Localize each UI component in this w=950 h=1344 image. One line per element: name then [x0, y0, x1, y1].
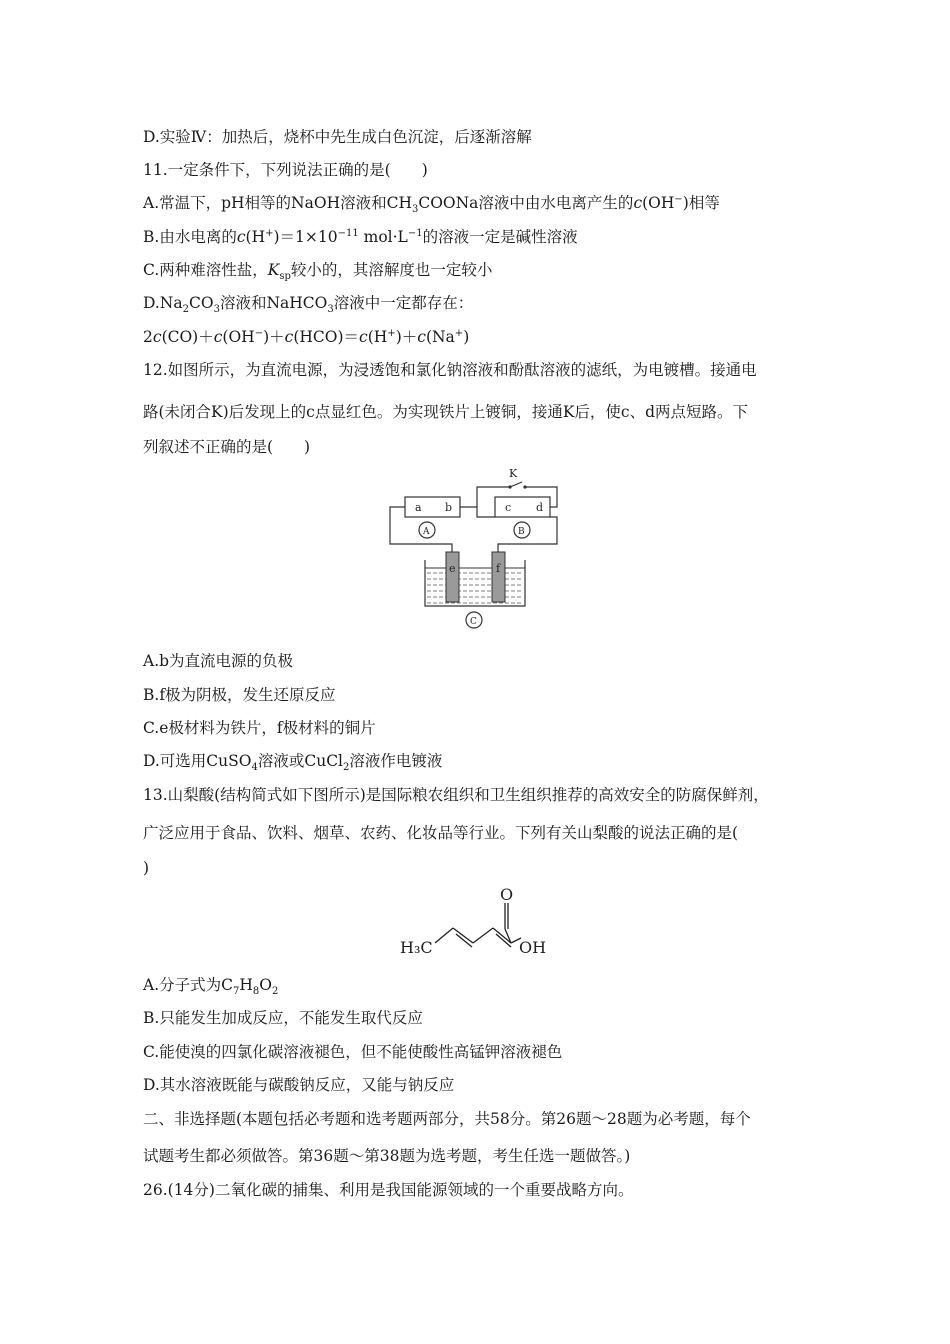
- sorbic-acid-structure: [395, 883, 565, 963]
- q13-stem-line1: 13.山梨酸(结构简式如下图所示)是国际粮农组织和卫生组织推荐的高效安全的防腐保鲜剂，: [143, 786, 769, 804]
- q12-stem-line3: 列叙述不正确的是( ): [143, 438, 311, 456]
- q13-stem-line3: ): [143, 859, 150, 877]
- q12-option-b: B.f极为阴极，发生还原反应: [143, 686, 336, 704]
- section2-line2: 试题考生都必须做答。第36题～第38题为选考题，考生任选一题做答。): [143, 1147, 631, 1165]
- q13-option-b: B.只能发生加成反应，不能发生取代反应: [143, 1009, 423, 1027]
- q12-stem-line2: 路(未闭合K)后发现上的c点显红色。为实现铁片上镀铜，接通K后，使c、d两点短路。下: [143, 403, 749, 421]
- label-o: O: [500, 885, 514, 904]
- q11-option-d: $D.Na_2CO_3$溶液和NaHCO$_3$溶液中一定都存在：: [143, 294, 474, 316]
- wire-middle: [460, 507, 495, 517]
- label-circle-b: B: [518, 527, 525, 537]
- label-e: e: [449, 562, 456, 575]
- electrode-e: [446, 552, 459, 602]
- label-h3c: H₃C: [400, 938, 433, 957]
- label-f: f: [496, 562, 501, 575]
- label-b: b: [445, 501, 453, 514]
- label-k: K: [509, 467, 518, 480]
- q13-option-c: C.能使溴的四氯化碳溶液褪色，但不能使酸性高锰钾溶液褪色: [143, 1043, 563, 1061]
- q12-stem-line1: 12.如图所示，为直流电源，为浸透饱和氯化钠溶液和酚酞溶液的滤纸，为电镀槽。接通电: [143, 361, 757, 379]
- q12-option-d: D.可选用CuSO$_4$溶液或CuCl$_2$溶液作电镀液: [143, 752, 443, 774]
- q11-option-b: B.由水电离的$c(H^+)=1\times 10^{-11}$ $mol\cdot L^{-1}$的溶液一定是碱性溶液: [143, 227, 578, 246]
- q11-option-a: A.常温下，pH相等的NaOH溶液和$CH_3COONa$溶液中由水电离产生的c(OH−)相等: [143, 193, 720, 216]
- q13-option-d: D.其水溶液既能与碳酸钠反应，又能与钠反应: [143, 1076, 455, 1094]
- label-circle-c: C: [470, 617, 477, 627]
- q11-stem: 11.一定条件下，下列说法正确的是( ): [143, 161, 428, 179]
- q10-option-d: D.实验Ⅳ：加热后，烧杯中先生成白色沉淀，后逐渐溶解: [143, 128, 532, 146]
- label-a: a: [415, 501, 422, 514]
- label-oh: OH: [519, 938, 547, 957]
- electrode-f: [492, 552, 505, 602]
- label-circle-a: A: [423, 527, 430, 537]
- label-c: c: [505, 501, 512, 514]
- q26-stem: 26.(14分)二氧化碳的捕集、利用是我国能源领域的一个重要战略方向。: [143, 1181, 634, 1199]
- q12-circuit-figure: [385, 460, 570, 632]
- section2-line1: 二、非选择题(本题包括必考题和选考题两部分，共58分。第26题～28题为必考题，每个: [143, 1110, 751, 1128]
- q11-option-c: C.两种难溶性盐，$K_{sp}$较小的，其溶解度也一定较小: [143, 261, 493, 283]
- switch-k: [510, 482, 522, 487]
- q12-option-c: C.e极材料为铁片，f极材料的铜片: [143, 719, 376, 737]
- q13-stem-line2: 广泛应用于食品、饮料、烟草、农药、化妆品等行业。下列有关山梨酸的说法正确的是(: [143, 824, 739, 842]
- electrolyte-liquid: [427, 573, 523, 603]
- label-d: d: [536, 501, 544, 514]
- q12-option-a: A.b为直流电源的负极: [143, 652, 294, 670]
- q11-equation: 2c(CO)＋c(OH−)＋c(HCO)＝c(H+)＋c(Na+): [143, 327, 470, 346]
- q13-option-a: A.分子式为$C_7H_8O_2$: [143, 976, 279, 998]
- wire-right: [498, 517, 557, 552]
- tank: [425, 560, 525, 606]
